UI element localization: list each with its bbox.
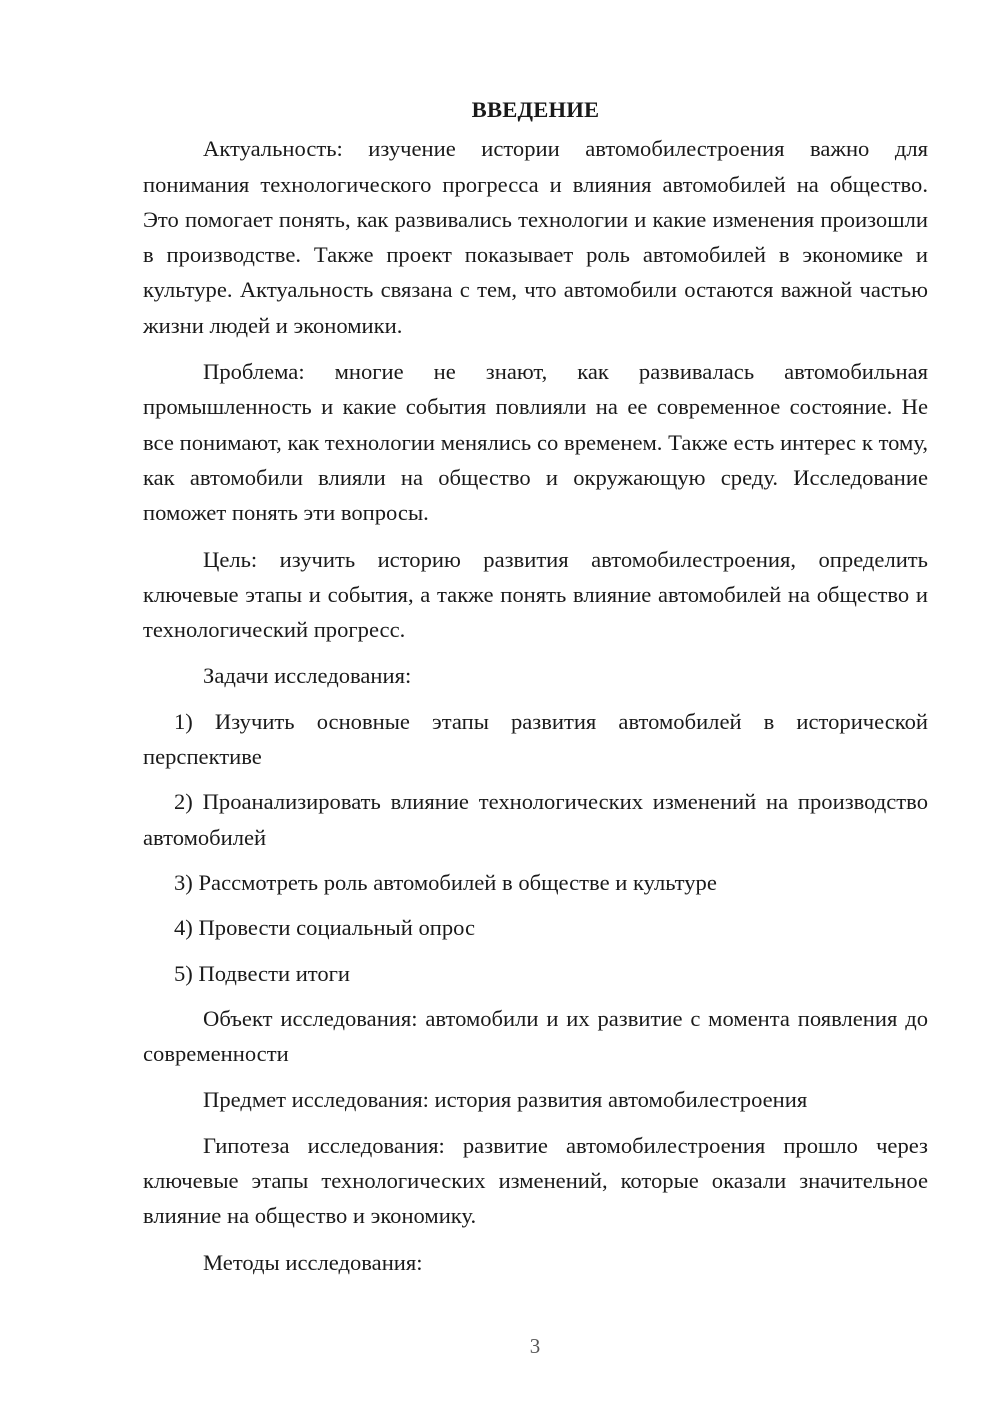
list-item: 4) Провести социальный опрос [174, 915, 476, 941]
list-item: 3) Рассмотреть роль автомобилей в обществе и культуре [174, 869, 717, 895]
hypothesis-paragraph: Гипотеза исследования: развитие автомобилестроения прошло через ключевые этапы технологических изменений, которые оказали значительное влияние на общество и экономику. [143, 1132, 928, 1229]
section-title: ВВЕДЕНИЕ [471, 97, 600, 122]
tasks-list [143, 704, 928, 991]
document-page [143, 92, 928, 1290]
list-item: 2) Проанализировать влияние технологических изменений на производство автомобилей [143, 789, 928, 850]
page-number: 3 [529, 1334, 541, 1358]
object-paragraph: Объект исследования: автомобили и их развитие с момента появления до современности [143, 1005, 928, 1067]
subject-paragraph: Предмет исследования: история развития автомобилестроения [203, 1087, 808, 1113]
list-item: 1) Изучить основные этапы развития автомобилей в исторической перспективе [143, 708, 928, 770]
tasks-heading: Задачи исследования: [203, 663, 412, 689]
problem-paragraph: Проблема: многие не знают, как развивалась автомобильная промышленность и какие события повлияли на ее современное состояние. Не все понимают, как технологии менялись со временем. Также есть интерес к тому, как автомобили влияли на общество и окружающую среду. Исследование поможет понять эти вопросы. [143, 359, 928, 526]
list-item: 5) Подвести итоги [174, 960, 351, 986]
methods-heading: Методы исследования: [203, 1249, 423, 1275]
relevance-paragraph: Актуальность: изучение истории автомобилестроения важно для понимания технологического прогресса и влияния автомобилей на общество. Это помогает понять, как развивались технологии и какие изменения произошли в производстве. Также проект показывает роль автомобилей в экономике и культуре. Актуальность связана с тем, что автомобили остаются важной частью жизни людей и экономики. [143, 136, 928, 338]
goal-paragraph: Цель: изучить историю развития автомобилестроения, определить ключевые этапы и события, а также понять влияние автомобилей на общество и технологический прогресс. [143, 546, 928, 643]
